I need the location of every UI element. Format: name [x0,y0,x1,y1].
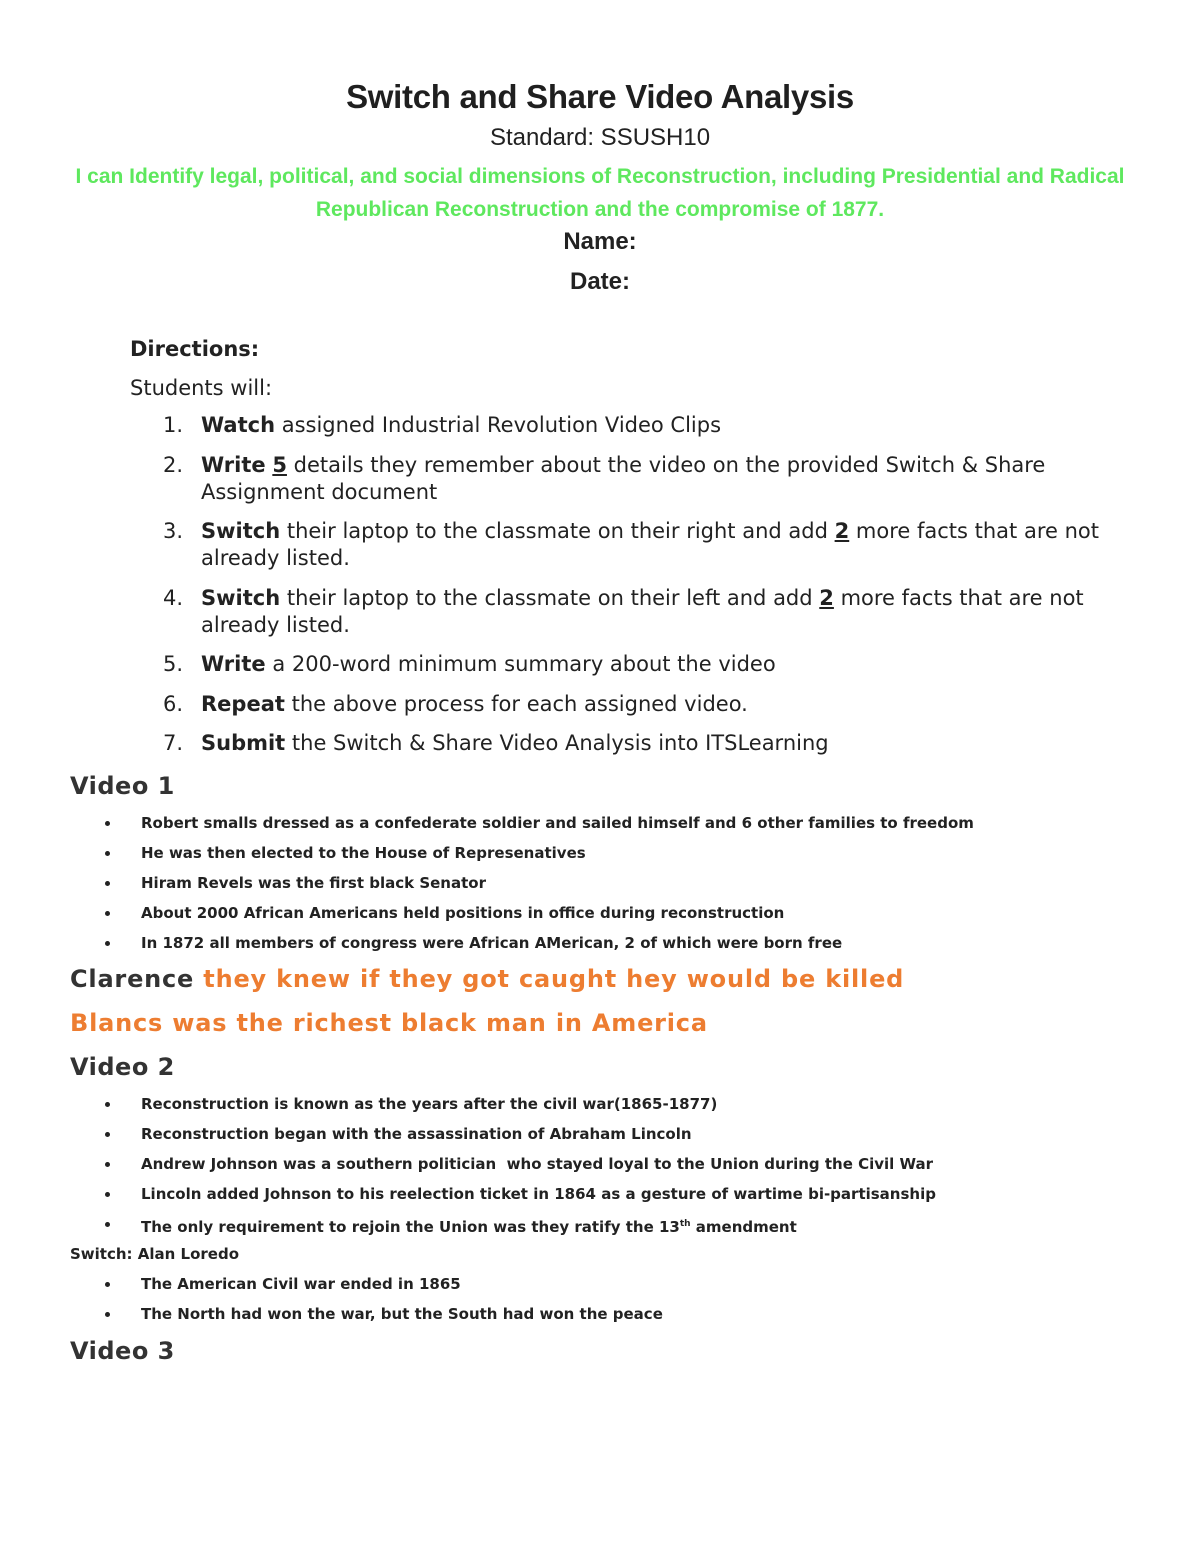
step-text: more facts that are not already listed. [201,585,1084,637]
fact-text: The North had won the war, but the South had won the peace [141,1305,663,1323]
learning-objective: I can Identify legal, political, and social dimensions of Reconstruction, including Presidential and Radical Republican Reconstruction and the compromise of 1877. [75,165,1125,221]
step-text: the above process for each assigned video. [284,691,748,716]
step-item [130,691,1130,718]
bullet-icon [105,1222,110,1227]
list-item [70,1124,1130,1144]
fact-text: Hiram Revels was the first black Senator [141,874,486,892]
step-count: 2 [834,519,850,543]
video-2-facts [70,1094,1130,1247]
fact-text: He was then elected to the House of Represenatives [141,844,586,862]
list-item [70,1094,1130,1114]
bullet-icon [105,1312,110,1317]
fact-text: Reconstruction began with the assassination of Abraham Lincoln [141,1125,692,1143]
step-number: 2. [163,452,184,477]
ordinal-suffix: th [679,1219,691,1229]
step-number: 4. [163,585,184,610]
step-text: the Switch & Share Video Analysis into ITSLearning [285,731,829,755]
bullet-icon [105,821,110,826]
fact-text: amendment [690,1218,797,1236]
step-count: 2 [819,585,834,610]
fact-text: Robert smalls dressed as a confederate soldier and sailed himself and 6 other families to freedom [141,814,974,832]
step-number: 7. [163,731,184,755]
step-verb: Switch [201,585,281,610]
step-verb: Switch [201,519,281,543]
name-field-label: Name: [563,228,637,255]
standard-line: Standard: SSUSH10 [489,124,711,151]
bullet-icon [105,911,110,916]
bullet-icon [105,1162,110,1167]
video-2-switch-facts [70,1274,1130,1334]
bullet-icon [105,1102,110,1107]
step-number: 6. [163,691,184,716]
directions-heading: Directions: [130,337,260,361]
video-1-facts [70,813,1130,963]
step-item [130,730,1130,757]
list-item [70,903,1130,923]
list-item [70,1184,1130,1204]
step-verb: Submit [201,731,286,755]
fact-text: The American Civil war ended in 1865 [141,1275,461,1293]
step-verb: Write [201,652,266,676]
list-item [70,843,1130,863]
step-item [130,412,1130,439]
fact-text: About 2000 African Americans held positions in office during reconstruction [141,904,785,922]
list-item [70,873,1130,893]
directions-steps [130,412,1130,770]
step-text: a 200-word minimum summary about the video [265,652,776,676]
step-verb: Write [201,452,266,477]
fact-text: Lincoln added Johnson to his reelection ticket in 1864 as a gesture of wartime bi-partisanship [141,1185,936,1203]
step-text: their laptop to the classmate on their left and add [280,585,820,610]
list-item [70,1154,1130,1174]
step-text: details they remember about the video on the provided Switch & Share Assignment document [201,452,1046,504]
fact-text: In 1872 all members of congress were African AMerican, 2 of which were born free [141,934,843,952]
blancs-note: Blancs was the richest black man in America [70,1009,708,1037]
date-field-label: Date: [569,268,630,295]
bullet-icon [105,1132,110,1137]
video-3-heading: Video 3 [70,1337,175,1365]
video-1-heading: Video 1 [70,772,175,800]
bullet-icon [105,881,110,886]
list-item [70,1274,1130,1294]
step-number: 1. [163,413,184,437]
page-title: Switch and Share Video Analysis [346,78,854,115]
step-text: their laptop to the classmate on their right and add [280,519,835,543]
fact-text: Andrew Johnson was a southern politician who stayed loyal to the Union during the Civil War [141,1155,934,1173]
bullet-icon [105,851,110,856]
contributor-fact: they knew if they got caught hey would be killed [203,965,905,993]
fact-text: The only requirement to rejoin the Union was they ratify the 13 [141,1218,680,1236]
list-item [70,813,1130,833]
bullet-icon [105,941,110,946]
step-text: more facts that are not already listed. [201,519,1099,570]
bullet-icon [105,1282,110,1287]
step-verb: Watch [201,413,276,437]
step-number: 5. [163,652,184,676]
bullet-icon [105,1192,110,1197]
step-item [130,585,1130,639]
step-item [130,518,1130,572]
video-2-heading: Video 2 [70,1053,175,1081]
clarence-note [70,965,904,993]
list-item [70,1304,1130,1324]
fact-text: Reconstruction is known as the years after the civil war(1865-1877) [141,1095,718,1113]
directions-intro: Students will: [130,376,273,400]
step-number: 3. [163,519,184,543]
list-item [70,1214,1130,1237]
step-item [130,452,1130,506]
step-count: 5 [272,452,287,477]
step-item [130,651,1130,678]
list-item [70,933,1130,953]
contributor-name: Clarence [70,965,195,993]
step-verb: Repeat [201,691,285,716]
switch-contributor-label: Switch: Alan Loredo [70,1245,240,1263]
step-text: assigned Industrial Revolution Video Clips [275,413,722,437]
